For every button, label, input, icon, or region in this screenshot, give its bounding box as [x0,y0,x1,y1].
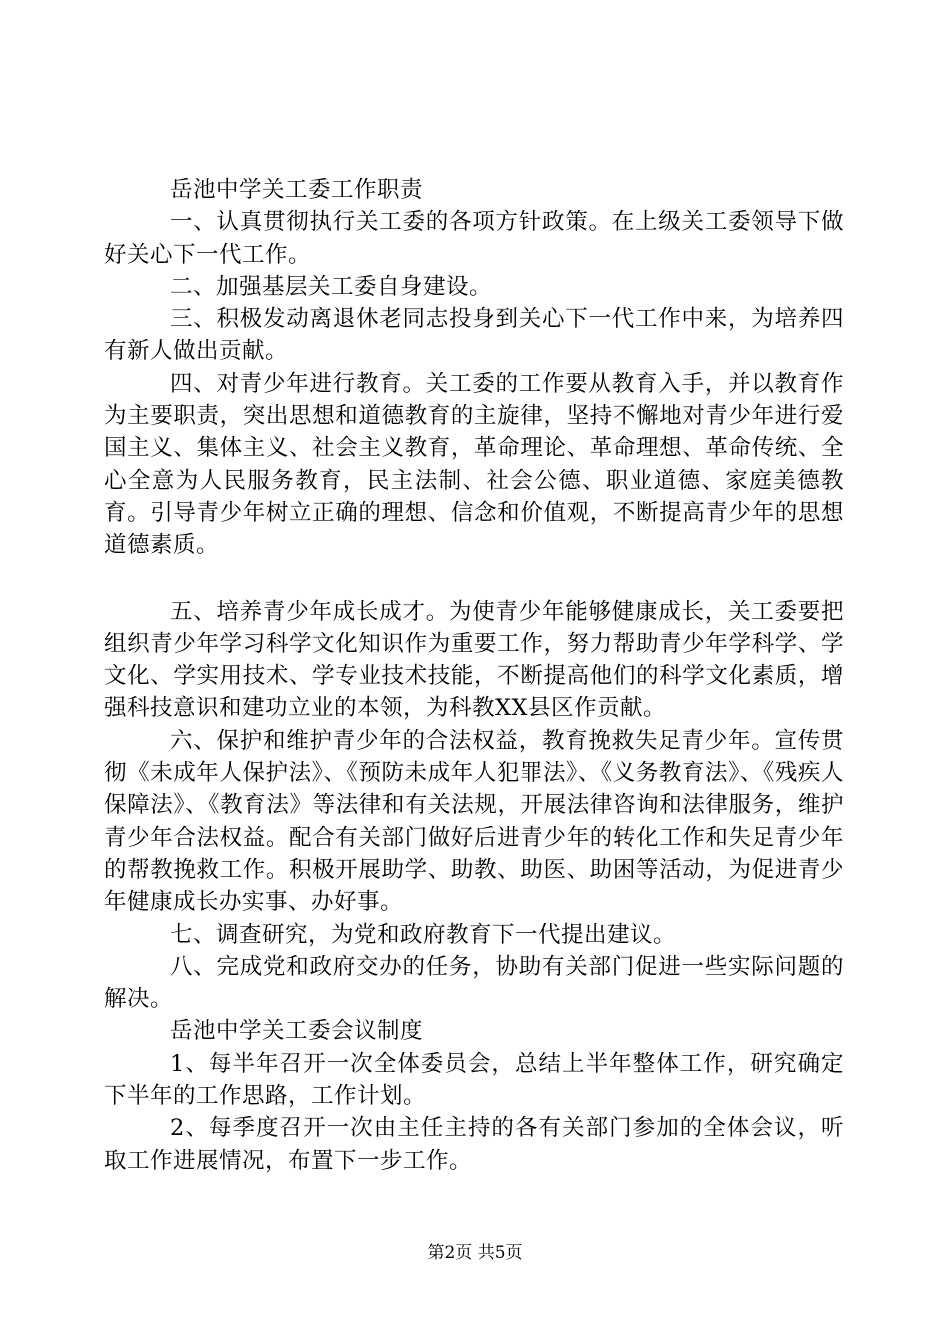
duty-item-4: 四、对青少年进行教育。关工委的工作要从教育入手，并以教育作为主要职责，突出思想和道德教育的主旋律，坚持不懈地对青少年进行爱国主义、集体主义、社会主义教育，革命理论、革命理想、革命传统、全心全意为人民服务教育，民主法制、社会公德、职业道德、家庭美德教育。引导青少年树立正确的理想、信念和价值观，不断提高青少年的思想道德素质。 [104,370,844,559]
duty-item-1: 一、认真贯彻执行关工委的各项方针政策。在上级关工委领导下做好关心下一代工作。 [104,209,844,268]
duty-item-8: 八、完成党和政府交办的任务，协助有关部门促进一些实际问题的解决。 [104,953,844,1013]
duty-item-6: 六、保护和维护青少年的合法权益，教育挽救失足青少年。宣传贯彻《未成年人保护法》、《预防未成年人犯罪法》、《义务教育法》、《残疾人保障法》、《教育法》等法律和有关法规，开展法律咨询和法律服务，维护青少年合法权益。配合有关部门做好后进青少年的转化工作和失足青少年的帮教挽救工作。积极开展助学、助教、助医、助困等活动，为促进青少年健康成长办实事、办好事。 [104,727,844,916]
page-footer: 第2页 共5页 [427,1243,523,1263]
duty-item-5: 五、培养青少年成长成才。为使青少年能够健康成长，关工委要把组织青少年学习科学文化知识作为重要工作，努力帮助青少年学科学、学文化、学实用技术、学专业技术技能，不断提高他们的科学文化素质，增强科技意识和建功立业的本领，为科教XX县区作贡献。 [104,598,844,722]
section-title-meetings: 岳池中学关工委会议制度 [170,1018,424,1045]
duty-item-7: 七、调查研究，为党和政府教育下一代提出建议。 [170,921,677,948]
duty-item-3: 三、积极发动离退休老同志投身到关心下一代工作中来，为培养四有新人做出贡献。 [104,306,844,365]
section-title-duties: 岳池中学关工委工作职责 [170,177,424,203]
meeting-rule-2: 2、每季度召开一次由主任主持的各有关部门参加的全体会议，听取工作进展情况，布置下一步工作。 [104,1115,844,1174]
duty-item-2: 二、加强基层关工委自身建设。 [170,273,493,300]
document-body [104,174,844,1177]
meeting-rule-1: 1、每半年召开一次全体委员会，总结上半年整体工作，研究确定下半年的工作思路，工作计划。 [104,1050,844,1110]
